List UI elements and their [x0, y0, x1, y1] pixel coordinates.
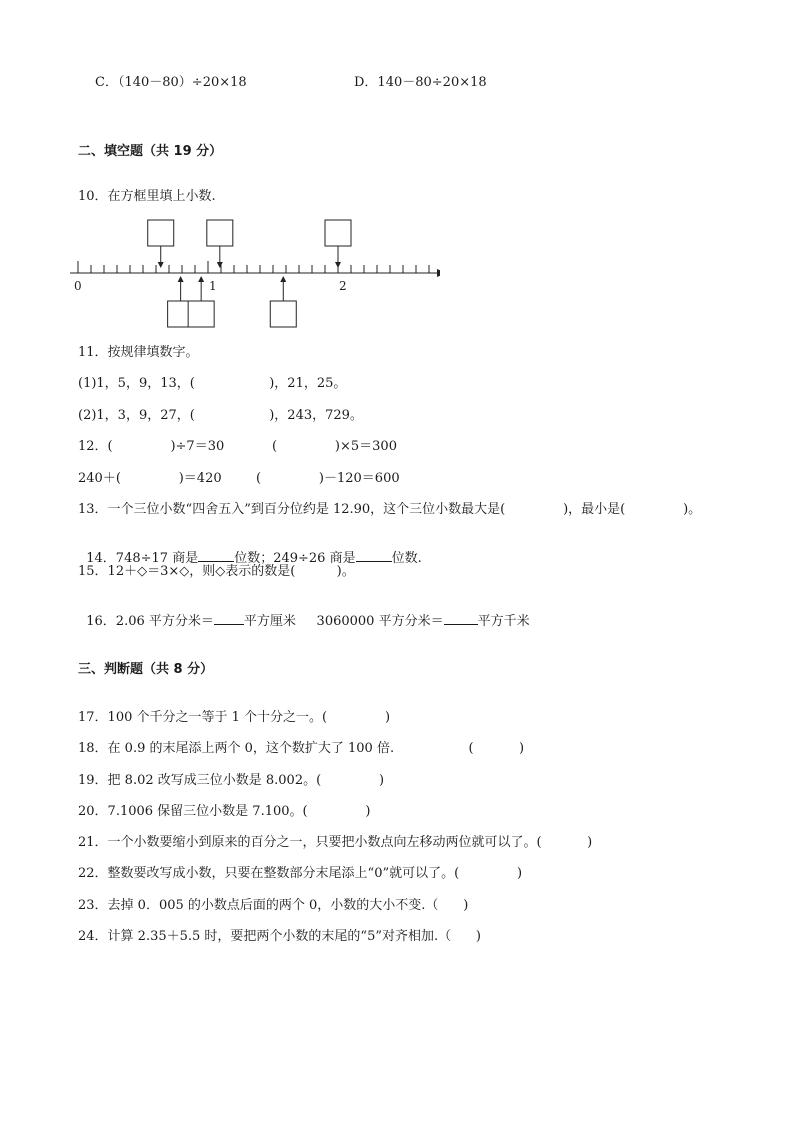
pointer-arrow-down	[335, 262, 341, 268]
answer-blank[interactable]	[214, 612, 244, 625]
number-line-figure	[70, 215, 440, 333]
section-fill-in-title: 二、填空题（共 19 分）	[78, 144, 223, 159]
question-23: 23．去掉 0．005 的小数点后面的两个 0，小数的大小不变.（ )	[78, 898, 469, 913]
question-16-part-1: 16．2.06 平方分米＝	[86, 614, 214, 629]
question-20: 20．7.1006 保留三位小数是 7.100。( )	[78, 804, 371, 819]
question-11-part-2: (2)1，3，9，27，( )，243，729。	[78, 408, 363, 423]
answer-blank[interactable]	[356, 549, 392, 562]
answer-box-above	[207, 220, 233, 246]
q9-option-c: C．（140－80）÷20×18	[95, 75, 247, 90]
number-line-arrowhead	[437, 269, 440, 277]
question-14	[78, 533, 422, 567]
question-12-row1-b: ( )×5＝300	[272, 439, 397, 454]
tick-label: 2	[339, 279, 347, 293]
question-17: 17．100 个千分之一等于 1 个十分之一。( )	[78, 710, 391, 725]
q9-option-d: D．140－80÷20×18	[354, 75, 487, 90]
question-14-part-1: 14．748÷17 商是	[86, 551, 199, 566]
tick-label: 0	[74, 279, 82, 293]
pointer-arrow-up	[280, 276, 286, 282]
question-21: 21．一个小数要缩小到原来的百分之一，只要把小数点向左移动两位就可以了。( )	[78, 835, 593, 850]
question-16-part-3: 平方千米	[477, 614, 530, 629]
question-14-part-3: 位数.	[391, 551, 422, 566]
question-12-row2-a: 240＋( )＝420	[78, 471, 222, 486]
question-16	[78, 596, 530, 630]
section-judge-title: 三、判断题（共 8 分）	[78, 662, 214, 677]
answer-box-below	[270, 301, 296, 327]
tick-label: 1	[209, 279, 217, 293]
question-13: 13．一个三位小数“四舍五入”到百分位约是 12.90，这个三位小数最大是( )，最小是( )。	[78, 502, 702, 517]
question-12-row1-a: 12．( )÷7＝30	[78, 439, 225, 454]
question-11-part-1: (1)1，5，9，13，( )，21，25。	[78, 376, 347, 391]
question-11: 11．按规律填数字。	[78, 345, 199, 360]
question-12-row2-b: ( )－120＝600	[256, 471, 400, 486]
answer-blank[interactable]	[444, 612, 478, 625]
question-24: 24．计算 2.35＋5.5 时，要把两个小数的末尾的“5”对齐相加.（ )	[78, 929, 481, 944]
question-15: 15．12＋◇＝3×◇，则◇表示的数是( )。	[78, 564, 355, 579]
question-22: 22．整数要改写成小数，只要在整数部分末尾添上“0”就可以了。( )	[78, 866, 523, 881]
question-19: 19．把 8.02 改写成三位小数是 8.002。( )	[78, 773, 385, 788]
pointer-arrow-down	[217, 262, 223, 268]
question-18: 18．在 0.9 的末尾添上两个 0，这个数扩大了 100 倍. ( )	[78, 741, 525, 756]
answer-blank[interactable]	[198, 549, 234, 562]
pointer-arrow-down	[158, 262, 164, 268]
answer-box-above	[148, 220, 174, 246]
question-14-part-2: 位数；249÷26 商是	[234, 551, 356, 566]
question-16-part-2: 平方厘米 3060000 平方分米＝	[243, 614, 444, 629]
pointer-arrow-up	[198, 276, 204, 282]
pointer-arrow-up	[178, 276, 184, 282]
answer-box-below	[188, 301, 214, 327]
answer-box-above	[325, 220, 351, 246]
question-10: 10．在方框里填上小数.	[78, 189, 216, 204]
